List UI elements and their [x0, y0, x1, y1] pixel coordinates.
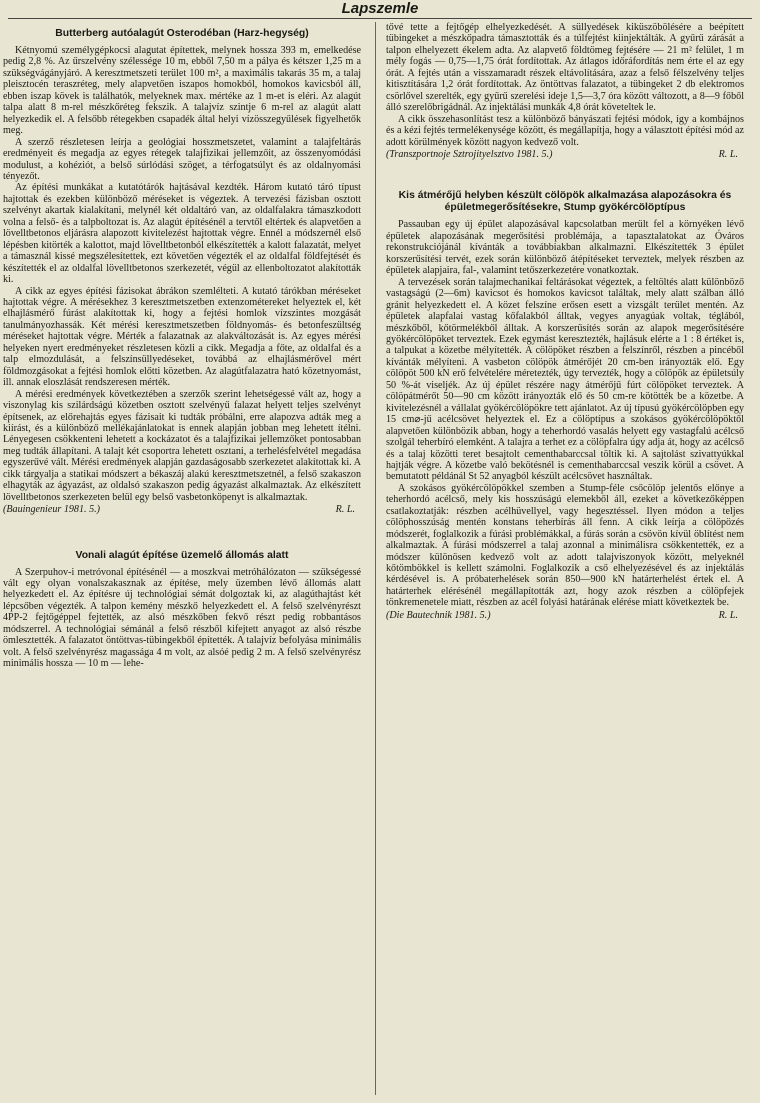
paragraph: A szerző részletesen leírja a geológiai hosszmetszetet, valamint a talajfeltárás eredményeit és megadja az egyes rétegek talajfizikai jellemzőit, az összenyomódási modulust, a kohéziót, a belső súrlódási szöget, a térfogatsúlyt és az oldalnyomási tényezőt. — [3, 136, 361, 182]
paragraph: A mérési eredmények következtében a szerzők szerint lehetségessé vált az, hogy a viszonylag kis szilárdságú közetben osztott szelvényű falazat helyett teljes szelvényt építsenek, az előrehajtás egyes fázisait ki tudták próbálni, erre alapozva adták meg a kiírást, és a különböző mellékajánlatokat is ennek alapján jobban meg lehetett ítélni. Lényegesen csökkenteni lehetett a kockázatot és a talajfizikai jellemzőket pontosabban meg tudták állapítani. A talajt két csoportra lehetett osztani, a terhelésfelvétel megadása egyszerűvé vált. Mérési eredmények alapján gazdaságosabb szerkezetet alakítottak ki. A cikk tárgyalja a statikai módszert a békaszáj alakú keresztmetszetnél, a felső szakaszon elhagyták az ágyazást, az oldalsó szakaszon pedig ágyazást alkalmaztak. Az elkészített lövelltbetonos szerkezeten belül egy belső vasbetonköpenyt is alkalmaztak. — [3, 388, 361, 503]
paragraph: A tervezések során talajmechanikai feltárásokat végeztek, a feltöltés alatt különböző vastagságú (2—6m) kavicsot és homokos kavicsot találtak, mely alatt szálban álló gránit helyezkedett el. A közet felszíne erősen esett a vizsgált terület mentén. Az épületek alapfalai vastag kőfalakból álltak, vegyes anyagúak voltak, téglából, mészkőből, kőtörmelékből álltak. A korszerűsítés során az alapok megerősítésére gyökércölöpöket terveztek. Ezek egymást keresztezték, hajlásuk elérte a 1 : 8 értéket is, a talpukat a közetbe mélyítették. A cölöpöket részben a felszínről, részben a pincéből kívánták mélyíteni. A vasbeton cölöpök átmérőjét 20 cm-ben irányozták elő. Egy cölöpöt 500 kN erő felvételére méretezték, úgy tervezték, hogy a cölöpök az épületsúly 50 %-át viseljék. Az új épület részére nagy átmérőjű fúrt cölöpöket terveztek. A cölöpátmérőt 50—90 cm között irányozták elő és 50 cm-re kötötték be a közetbe. A kivitelezésnél a vállalat gyökércölöpökre tett ajánlatot. Az új típusú gyökércölöpben egy 15 cm⌀-jű acélcsövet helyeztek el. Ez a cölöptípus a szokásos gyökércölöpöktől alapvetően különbözik abban, hogy a teherhordó vasalás helyett egy vastagfalú acélcső szolgál teherbíró elemként. A talajra a terhet ez a cölöpfalra úgy adja át, hogy az acélcső és a talaj közötti teret besajtolt cementhabarccsal töltik ki. A sajtolást szivattyúkkal hajtják végre. A közetbe való bekötésnél is cementhabarccsal veszik körül a csövet. A bemutatott példánál St 52 anyagból készült acélcsövet használtak. — [386, 276, 744, 483]
paragraph: A cikk az egyes építési fázisokat ábrákon szemlélteti. A kutató tárókban méréseket hajtottak végre. A mérésekhez 3 keresztmetszetben extenzométereket helyeztek el, két elhajlásmérő fúrást alakítottak ki, hogy a fejtési homlok vízszintes mozgását tanulmányozhassák. Két mérési keresztmetszetben földnyomás- és betonfeszültség méréseket hajtottak végre. Mérték a falazatnak az alakváltozását is. Az egyes mérési helyeken nyert eredményeket részletesen közli a cikk. Megadja a főte, az oldalfal és a talp elmozdulását, a felszínsüllyedéseket, továbbá az elhajlásmérővel mért földmozgásokat a fejtési homlok előtti közetben. Az alagútfalazatra ható közetnyomást, ill. annak eloszlását rendszeresen mérték. — [3, 285, 361, 389]
column-separator — [375, 22, 376, 1095]
article-source — [386, 610, 744, 621]
author-signature: R. L. — [335, 504, 355, 516]
article-title: Kis átmérőjű helyben készült cölöpök alkalmazása alapozásokra és épületmegerősítésekre, Stump gyökércölöptípus — [398, 190, 732, 214]
source-citation: (Die Bautechnik 1981. 5.) — [386, 609, 491, 621]
article-title: Vonali alagút építése üzemelő állomás alatt — [75, 549, 289, 561]
paragraph: A Szerpuhov-i metróvonal építésénél — a moszkvai metróhálózaton — szükségessé vált egy olyan vonalszakasznak az építése, mely üzemben lévő állomás alatt helyezkedett el. Az építésre új technológiai sémát dolgoztak ki, az alagúthajtást két lépcsőben végezték. A talpon kemény mészkő helyezkedett el. A felső szelvényrészt 4PP-2 fejtőgéppel fejtették, az alsó mészkőben fekvő részt pedig robbantásos módszerrel. A technológiai sémánál a felső részből kifejtett anyagot az alsó részbe ömlesztették. A falazatot öntöttvas-tübingekből építették. A talajvíz befolyása minimális volt. A felső szelvényrész magassága 4 m volt, az alsóé pedig 2 m. A felső szelvényrész minimális hossza — 10 m — lehe- — [3, 566, 361, 670]
spacer — [386, 166, 744, 184]
right-column — [386, 22, 744, 627]
spacer — [3, 522, 361, 544]
paragraph: tővé tette a fejtőgép elhelyezkedését. A süllyedések kiküszöbölésére a beépített tübingeket a mészkőpadra támasztották és a túlfejtést kiinjektálták. A gyűrű zárását a talpon elhelyezett ékelem adta. Az alapvető földtömeg fejtésére — 21 m² felület, 1 m mély fogás — 0,75—1,75 órát fordítottak. Az átlagos időráfordítás nem érte el az egy órát. A fejtés után a visszamaradt részek eltávolítására, azaz a felső félszelvény teljes kitisztítására 1,2 órát fordítottak. Az öntöttvas falazatot, a tübingeket 2 db elektromos csörlővel szerelték, egy gyűrű szerelési ideje 1,5—3,7 óra között változott, a 8—9 főből álló szerelőbrigádnál. Az injektálási munkák 4,8 órát követeltek le. — [386, 22, 744, 114]
paragraph: Kétnyomú személygépkocsi alagutat építettek, melynek hossza 393 m, emelkedése pedig 2,8 %. Az űrszelvény szélessége 10 m, ebből 7,50 m a pálya és kétszer 1,25 m a szükségvágányjáró. A keresztmetszeti terület 100 m², a maximális takarás 35 m, a talaj pleisztocén teraszréteg, mely alapvetően iszapos homokból, homokos kavicsból áll, ebben iszap kövek is találhatók, melyeknek max. mértéke az 1 m-et is eléri. Az alagút talpa alatt 8 m-rel mészkőréteg fekszik. A talajvíz szintje 6 m-rel az alagút alatt helyezkedik el. A felsőbb rétegekben csapadék által helyi vízösszegyűlések figyelhetők meg. — [3, 45, 361, 137]
paragraph: Az építési munkákat a kutatótárók hajtásával kezdték. Három kutató táró típust hajtottak és ezekben különböző méréseket is végeztek. A tervezési fázisban osztott szelvényt akartak kialakítani, melynél két oldaltáró van, az oldalfalakra támaszkodott volna a felső- és a talpboltozat is. Az alagút építésénél a tervtől eltértek és alapvetően a lövelltbetonos eljárásra alapozott kivitelezést hajtottak végre. Ennél a módszernél első lépésben kitörték a kalottot, majd lövelltbetonból elkészítették a kalott falazatát, melyet a támasznál kissé megszélesítettek, ezt követően végezték el az oldalfal földfejtését és készítették el az oldalfal lövelltbetonos szerkezetét, végül az ellenboltozatot alakították ki. — [3, 182, 361, 286]
article-source — [386, 149, 744, 160]
author-signature: R. L. — [718, 609, 738, 621]
left-column — [3, 22, 361, 670]
source-citation: (Transzportnoje Sztrojityelsztvo 1981. 5.) — [386, 148, 553, 160]
author-signature: R. L. — [718, 148, 738, 160]
paragraph: A cikk összehasonlítást tesz a különböző bányászati fejtési módok, így a kombájnos és a kézi fejtés termelékenysége között, és megállapítja, hogy a választott építési mód az adott körülmények között nagyon kedvező volt. — [386, 113, 744, 148]
header-rule — [8, 18, 752, 19]
paragraph: A szokásos gyökércölöpökkel szemben a Stump-féle csőcölöp jelentős előnye a teherhordó acélcső, mely kis hosszúságú elemekből áll, ezeket a következőképpen csatlakoztatják: részben acélhüvellyel, vagy hegesztéssel. Ilyen módon a teljes cölöphosszúság mentén konstans teherbírás áll fenn. A cikk leírja a cölöpözés módszerét, foglalkozik a fúrási problémákkal, a fúrás során a csövön kívül öblítést nem alkalmaztak. A fúrási módszerrel a talaj azonnal a minimálisra csökkentették, ez a módszer különösen kedvező volt az adott talajviszonyok között, melyeknél kőtömbökkel is kellett számolni. Foglalkozik a cső elhelyezésével és az injektálás kérdésével is. A próbaterhelések során 850—900 kN határterhelést értek el. A határterhek elérésénél megállapították azt, hogy azok részben a cölöpfejek tönkremenetele miatt, részben az acél folyási határának elérése miatt következtek be. — [386, 482, 744, 609]
section-header: Lapszemle — [341, 0, 419, 17]
article-source — [3, 504, 361, 515]
source-citation: (Bauingenieur 1981. 5.) — [3, 504, 100, 516]
paragraph: Passauban egy új épület alapozásával kapcsolatban merült fel a környéken lévő épületek alapozásának megerősítési problémája, a tapasztalatokat az Óváros rekonstrukciójánál kívánták a továbbiakban alkalmazni. Elkészítették 3 épület korszerűsítési tervét, ezek során különböző átépítéseket terveztek, melyek részben az épületek alapjaira, fal-, valamint tetőszerkezetére vonatkoztak. — [386, 219, 744, 277]
article-title: Butterberg autóalagút Osterodéban (Harz-hegység) — [55, 28, 309, 39]
